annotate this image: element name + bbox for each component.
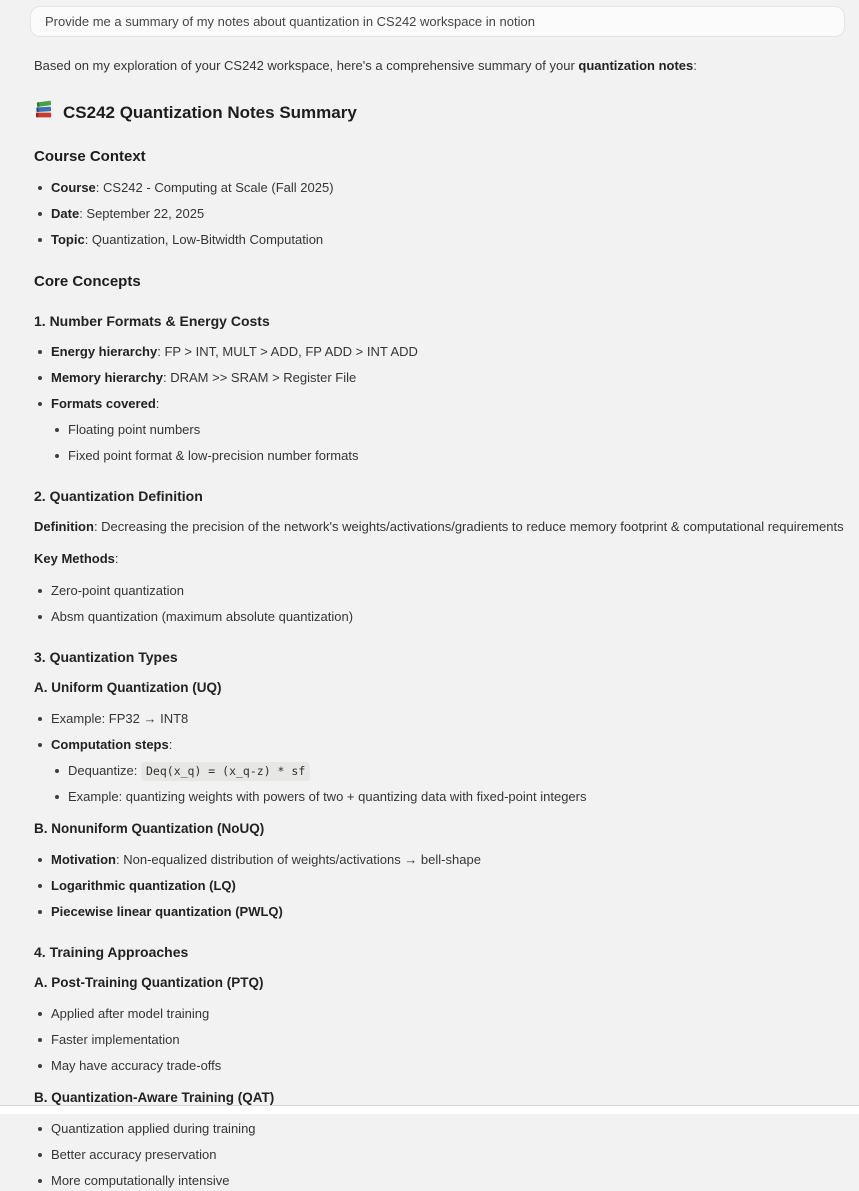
intro-bold: quantization notes (578, 58, 694, 73)
list-item (34, 902, 845, 922)
item-text: : September 22, 2025 (79, 206, 205, 221)
list-item (34, 1030, 845, 1050)
heading-course-context: Course Context (34, 148, 146, 165)
item-text: Example: quantizing weights with powers of two + quantizing data with fixed-point integers (68, 789, 587, 804)
number-formats-list (34, 342, 845, 466)
list-item (34, 1004, 845, 1024)
list-item (34, 204, 845, 224)
item-text: : Non-equalized distribution of weights/activations → bell-shape (116, 852, 481, 867)
list-item (51, 420, 845, 440)
key-methods-list (34, 581, 845, 627)
computation-steps-sublist (51, 761, 845, 807)
list-item (34, 1056, 845, 1076)
item-text: : (155, 396, 160, 411)
item-label: Memory hierarchy (51, 370, 163, 385)
heading-quantization-definition: 2. Quantization Definition (34, 488, 203, 504)
item-text: Dequantize: (68, 763, 141, 778)
key-methods-label: Key Methods (34, 551, 115, 566)
definition-text: : Decreasing the precision of the network's weights/activations/gradients to reduce memory footprint & computational requirements (93, 519, 844, 534)
item-label: Piecewise linear quantization (PWLQ) (51, 904, 283, 919)
item-text: Applied after model training (51, 1006, 210, 1021)
list-item (34, 230, 845, 250)
heading-qat: B. Quantization-Aware Training (QAT) (34, 1090, 275, 1105)
item-text: : DRAM >> SRAM > Register File (163, 370, 357, 385)
item-text: Floating point numbers (68, 422, 201, 437)
item-text: : Quantization, Low-Bitwidth Computation (84, 232, 324, 247)
list-item (34, 1145, 845, 1165)
course-context-list (34, 178, 845, 250)
uniform-quantization-list (34, 709, 845, 807)
heading-quantization-types: 3. Quantization Types (34, 649, 178, 665)
item-text: Better accuracy preservation (51, 1147, 217, 1162)
heading-core-concepts: Core Concepts (34, 273, 141, 290)
summary-title-text: CS242 Quantization Notes Summary (63, 102, 357, 122)
heading-ptq: A. Post-Training Quantization (PTQ) (34, 975, 264, 990)
list-item (51, 446, 845, 466)
item-text: : (168, 737, 173, 752)
item-text: : FP > INT, MULT > ADD, FP ADD > INT ADD (157, 344, 418, 359)
item-text: Quantization applied during training (51, 1121, 256, 1136)
intro-suffix: : (693, 58, 697, 73)
item-label: Date (51, 206, 80, 221)
summary-title (34, 100, 845, 125)
item-label: Formats covered (51, 396, 156, 411)
list-item (34, 735, 845, 807)
definition-paragraph (34, 517, 845, 537)
item-text: Absm quantization (maximum absolute quantization) (51, 609, 354, 624)
heading-number-formats: 1. Number Formats & Energy Costs (34, 313, 270, 329)
list-item (34, 850, 845, 870)
ptq-list (34, 1004, 845, 1076)
heading-uniform-quantization: A. Uniform Quantization (UQ) (34, 680, 222, 695)
books-emoji-icon (34, 100, 55, 125)
item-label: Energy hierarchy (51, 344, 158, 359)
list-item (34, 581, 845, 601)
item-text: Fixed point format & low-precision number formats (68, 448, 359, 463)
item-text: More computationally intensive (51, 1173, 230, 1188)
list-item (34, 342, 845, 362)
definition-label: Definition (34, 519, 94, 534)
list-item (34, 1119, 845, 1139)
item-text: May have accuracy trade-offs (51, 1058, 222, 1073)
list-item (34, 1171, 845, 1191)
assistant-response (0, 56, 859, 1191)
item-label: Topic (51, 232, 85, 247)
item-text: : CS242 - Computing at Scale (Fall 2025) (95, 180, 334, 195)
page-bottom-edge (0, 1105, 859, 1114)
intro-prefix: Based on my exploration of your CS242 workspace, here's a comprehensive summary of your (34, 58, 579, 73)
qat-list (34, 1119, 845, 1191)
list-item (34, 709, 845, 729)
nonuniform-quantization-list (34, 850, 845, 922)
prompt-input[interactable] (30, 6, 845, 37)
list-item (34, 607, 845, 627)
heading-nonuniform-quantization: B. Nonuniform Quantization (NoUQ) (34, 821, 265, 836)
item-text: Example: FP32 → INT8 (51, 711, 189, 726)
item-label: Logarithmic quantization (LQ) (51, 878, 236, 893)
list-item (34, 394, 845, 466)
item-label: Computation steps (51, 737, 169, 752)
list-item (34, 876, 845, 896)
heading-training-approaches: 4. Training Approaches (34, 944, 189, 960)
list-item (51, 787, 845, 807)
list-item (34, 178, 845, 198)
item-label: Motivation (51, 852, 116, 867)
inline-code: Deq(x_q) = (x_q-z) * sf (141, 762, 310, 781)
key-methods-paragraph (34, 549, 845, 569)
list-item (51, 761, 845, 781)
item-text: Faster implementation (51, 1032, 180, 1047)
key-methods-text: : (114, 551, 119, 566)
list-item (34, 368, 845, 388)
intro-paragraph (34, 56, 845, 75)
prompt-bar (0, 0, 859, 37)
item-text: Zero-point quantization (51, 583, 184, 598)
item-label: Course (51, 180, 96, 195)
formats-covered-sublist (51, 420, 845, 466)
